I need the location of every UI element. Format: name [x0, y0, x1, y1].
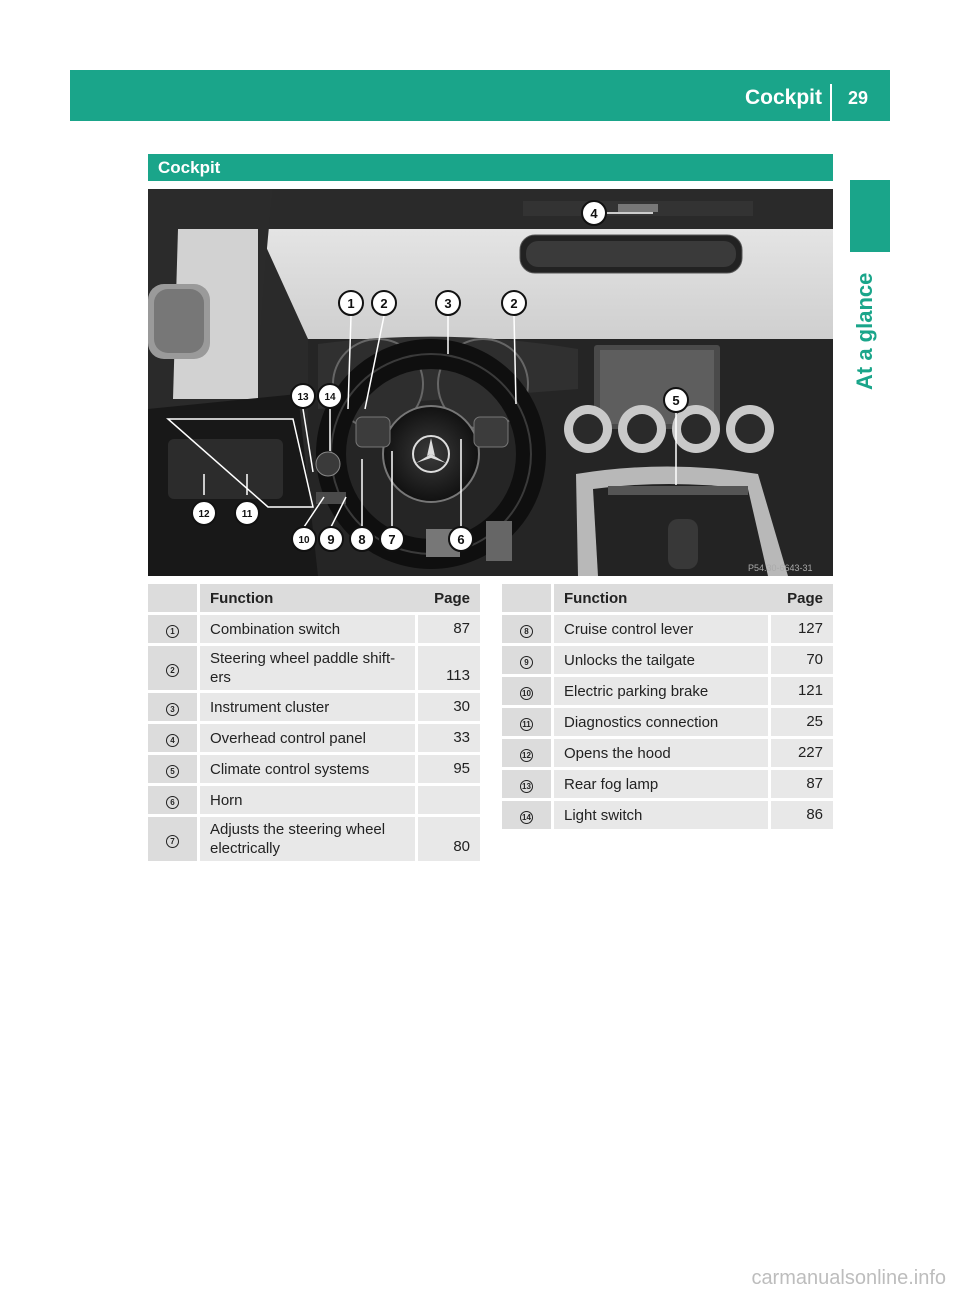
svg-text:12: 12: [198, 509, 210, 520]
table-row: [502, 801, 833, 832]
page-number: 29: [847, 88, 868, 108]
function-text: Climate control systems: [200, 755, 418, 786]
page-ref: 70: [771, 646, 833, 677]
callout-4: [582, 201, 606, 225]
function-text: Instrument cluster: [200, 693, 418, 724]
function-text: Rear fog lamp: [554, 770, 771, 801]
svg-text:6: 6: [457, 532, 465, 547]
table-row: [502, 739, 833, 770]
header-number-cell: [502, 584, 554, 615]
chapter-title: Cockpit: [744, 86, 822, 109]
callout-2b: [502, 291, 526, 315]
callout-7: [380, 527, 404, 551]
svg-text:9: 9: [327, 532, 335, 547]
page-header-bar: [70, 70, 890, 121]
page-ref: 33: [418, 724, 480, 755]
callout-number-icon: 12: [520, 749, 533, 762]
side-tab-text: At a glance: [852, 272, 877, 390]
callout-2a: [372, 291, 396, 315]
side-tab-marker: [850, 180, 890, 252]
page-ref: 227: [771, 739, 833, 770]
callout-number-icon: 14: [520, 811, 533, 824]
function-text: Overhead control panel: [200, 724, 418, 755]
cockpit-photo: [148, 189, 833, 576]
svg-text:7: 7: [388, 532, 396, 547]
page-ref: 95: [418, 755, 480, 786]
page-ref: 121: [771, 677, 833, 708]
callout-1: [339, 291, 363, 315]
callout-number-icon: 5: [166, 765, 179, 778]
function-text: Diagnostics connection: [554, 708, 771, 739]
header-function: Function: [200, 584, 418, 615]
table-row: [148, 646, 480, 693]
callout-number-icon: 13: [520, 780, 533, 793]
svg-text:8: 8: [358, 532, 366, 547]
table-row: [148, 724, 480, 755]
callout-10: [292, 527, 316, 551]
page-ref: 30: [418, 693, 480, 724]
function-text: Electric parking brake: [554, 677, 771, 708]
callout-number-icon: 2: [166, 664, 179, 677]
callout-number-icon: 6: [166, 796, 179, 809]
cockpit-illustration: [148, 189, 833, 576]
header-divider: [830, 84, 832, 121]
page-ref: 80: [418, 817, 480, 864]
page-ref: 113: [418, 646, 480, 693]
svg-text:2: 2: [380, 296, 388, 311]
function-text: Combination switch: [200, 615, 418, 646]
table-row: [502, 615, 833, 646]
callout-14: [318, 384, 342, 408]
svg-text:3: 3: [444, 296, 452, 311]
function-text: Unlocks the tailgate: [554, 646, 771, 677]
page-ref: 86: [771, 801, 833, 832]
callout-number-icon: 9: [520, 656, 533, 669]
function-text: Adjusts the steering wheel electrically: [200, 817, 418, 864]
svg-text:11: 11: [241, 509, 253, 520]
callout-number-icon: 1: [166, 625, 179, 638]
callout-13: [291, 384, 315, 408]
page-ref: 87: [418, 615, 480, 646]
table-row: [502, 646, 833, 677]
function-text: Cruise control lever: [554, 615, 771, 646]
callout-number-icon: 3: [166, 703, 179, 716]
page-ref: 25: [771, 708, 833, 739]
svg-text:5: 5: [672, 393, 680, 408]
callout-number-icon: 7: [166, 835, 179, 848]
function-text: Horn: [200, 786, 418, 817]
table-row: [502, 770, 833, 801]
svg-text:14: 14: [324, 392, 336, 403]
callout-5: [664, 388, 688, 412]
svg-text:10: 10: [298, 535, 310, 546]
header-page: Page: [418, 584, 480, 615]
callout-9: [319, 527, 343, 551]
function-table-right: [502, 584, 833, 832]
callout-11: [235, 501, 259, 525]
callout-number-icon: 10: [520, 687, 533, 700]
page-ref: 127: [771, 615, 833, 646]
svg-text:1: 1: [347, 296, 355, 311]
header-number-cell: [148, 584, 200, 615]
callout-8: [350, 527, 374, 551]
svg-text:2: 2: [510, 296, 518, 311]
callout-6: [449, 527, 473, 551]
callout-number-icon: 11: [520, 718, 533, 731]
header-function: Function: [554, 584, 771, 615]
header-page: Page: [771, 584, 833, 615]
svg-text:4: 4: [590, 206, 598, 221]
photo-code: P54.30-6643-31: [748, 563, 813, 573]
callout-3: [436, 291, 460, 315]
section-title: Cockpit: [148, 154, 833, 181]
function-table-left: [148, 584, 480, 864]
page-ref: [418, 786, 480, 817]
page-ref: 87: [771, 770, 833, 801]
footer-watermark: carmanualsonline.info: [751, 1267, 946, 1289]
table-header-row: [148, 584, 480, 615]
function-text: Light switch: [554, 801, 771, 832]
function-text: Opens the hood: [554, 739, 771, 770]
callout-12: [192, 501, 216, 525]
callout-number-icon: 4: [166, 734, 179, 747]
table-row: [502, 677, 833, 708]
callout-number-icon: 8: [520, 625, 533, 638]
function-text: Steering wheel paddle shift- ers: [200, 646, 418, 693]
table-row: [148, 817, 480, 864]
table-row: [148, 693, 480, 724]
table-row: [148, 786, 480, 817]
table-row: [148, 615, 480, 646]
table-row: [148, 755, 480, 786]
table-header-row: [502, 584, 833, 615]
svg-text:13: 13: [297, 392, 309, 403]
table-row: [502, 708, 833, 739]
